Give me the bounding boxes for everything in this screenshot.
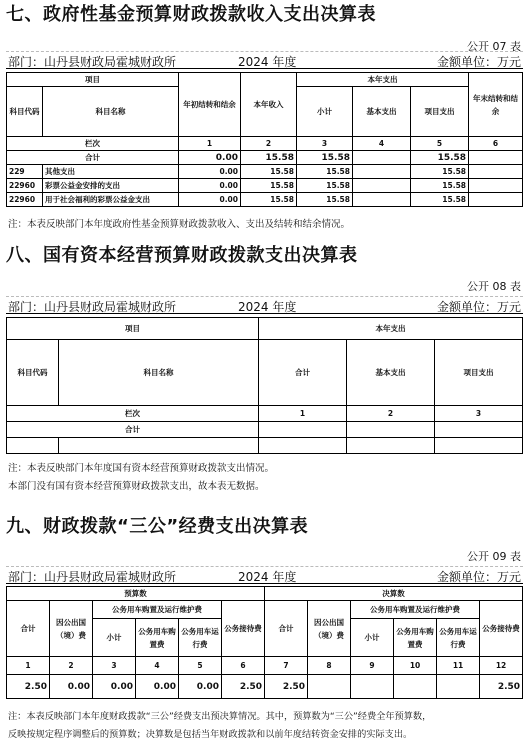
cell-basic (353, 193, 411, 207)
cell-value: 0.00 (50, 675, 93, 699)
cell-begin: 0.00 (179, 151, 241, 165)
column-index: 9 (351, 657, 394, 675)
state-capital-table (6, 317, 523, 454)
public-table-number: 公开 09 表 (467, 550, 521, 563)
fiscal-year: 2024 年度 (238, 55, 297, 69)
table-row (7, 179, 523, 193)
header-running: 公务用车运行费 (179, 619, 222, 657)
cell-value: 2.50 (480, 675, 523, 699)
header-budget: 预算数 (7, 587, 265, 601)
column-index: 8 (308, 657, 351, 675)
column-index: 6 (469, 137, 523, 151)
cell-total (259, 438, 347, 454)
header-basic: 基本支出 (347, 340, 435, 406)
total-row (7, 422, 523, 438)
column-index: 1 (259, 406, 347, 422)
total-row (7, 151, 523, 165)
header-reception: 公务接待费 (222, 601, 265, 657)
header-vehicle: 公务用车购置及运行维护费 (351, 601, 480, 619)
cell-income: 15.58 (241, 179, 297, 193)
cell-project (435, 422, 523, 438)
table-row (7, 438, 523, 454)
header-project: 项目支出 (435, 340, 523, 406)
cell-income: 15.58 (241, 193, 297, 207)
cell-value (394, 675, 437, 699)
cell-subtotal: 15.58 (297, 151, 353, 165)
cell-basic (347, 422, 435, 438)
header-abroad: 因公出国（境）费 (50, 601, 93, 657)
table-note: 注：本表反映部门本年度财政拨款“三公”经费支出预决算情况。其中，预算数为“三公”经费全年预算数， (8, 711, 432, 722)
gov-fund-table (6, 72, 523, 207)
fiscal-year: 2024 年度 (238, 570, 297, 584)
header-item: 项目 (7, 73, 179, 87)
header-running: 公务用车运行费 (437, 619, 480, 657)
cell-basic (353, 165, 411, 179)
cell-code (7, 438, 59, 454)
cell-name: 用于社会福利的彩票公益金支出 (43, 193, 179, 207)
header-vehicle: 公务用车购置及运行维护费 (93, 601, 222, 619)
column-index: 5 (411, 137, 469, 151)
header-basic: 基本支出 (353, 87, 411, 137)
section-title-09: 九、财政拨款“三公”经费支出决算表 (6, 516, 309, 537)
cell-total (259, 422, 347, 438)
section-title-08: 八、国有资本经营预算财政拨款支出决算表 (6, 245, 358, 266)
total-label: 合计 (7, 422, 259, 438)
column-index-label: 栏次 (7, 137, 179, 151)
column-index-label: 栏次 (7, 406, 259, 422)
header-project: 项目支出 (411, 87, 469, 137)
table-meta-row (6, 296, 523, 314)
cell-subtotal: 15.58 (297, 193, 353, 207)
header-purchase: 公务用车购置费 (136, 619, 179, 657)
table-row (7, 193, 523, 207)
department-label: 部门：山丹县财政局霍城财政所 (8, 300, 177, 314)
unit-label: 金额单位：万元 (436, 570, 521, 584)
cell-end (469, 179, 523, 193)
cell-begin: 0.00 (179, 179, 241, 193)
column-index: 2 (241, 137, 297, 151)
cell-value: 2.50 (7, 675, 50, 699)
table-note: 反映按规定程序调整后的预算数；决算数是包括当年财政拨款和以前年度结转资金安排的实际支出。 (8, 729, 413, 740)
cell-value (351, 675, 394, 699)
header-expense: 本年支出 (259, 318, 523, 340)
cell-income: 15.58 (241, 151, 297, 165)
header-name: 科目名称 (59, 340, 259, 406)
header-subtotal: 小计 (93, 619, 136, 657)
cell-basic (353, 179, 411, 193)
cell-end (469, 165, 523, 179)
table-meta-row (6, 51, 523, 69)
cell-subtotal: 15.58 (297, 179, 353, 193)
cell-begin: 0.00 (179, 193, 241, 207)
department-label: 部门：山丹县财政局霍城财政所 (8, 55, 177, 69)
public-table-number: 公开 08 表 (467, 280, 521, 293)
cell-project: 15.58 (411, 179, 469, 193)
unit-label: 金额单位：万元 (436, 300, 521, 314)
cell-name: 其他支出 (43, 165, 179, 179)
cell-name: 彩票公益金安排的支出 (43, 179, 179, 193)
column-index: 2 (347, 406, 435, 422)
cell-basic (347, 438, 435, 454)
cell-name (59, 438, 259, 454)
table-note: 注：本表反映部门本年度国有资本经营预算财政拨款支出情况。 (8, 463, 275, 474)
header-income: 本年收入 (241, 73, 297, 137)
department-label: 部门：山丹县财政局霍城财政所 (8, 570, 177, 584)
column-index: 1 (179, 137, 241, 151)
column-index: 2 (50, 657, 93, 675)
header-total: 合计 (7, 601, 50, 657)
table-row (7, 675, 523, 699)
column-index: 1 (7, 657, 50, 675)
cell-project (435, 438, 523, 454)
cell-basic (353, 151, 411, 165)
header-purchase: 公务用车购置费 (394, 619, 437, 657)
header-final: 决算数 (265, 587, 523, 601)
section-title-07: 七、政府性基金预算财政拨款收入支出决算表 (6, 4, 376, 25)
column-index: 6 (222, 657, 265, 675)
cell-project: 15.58 (411, 193, 469, 207)
cell-value (437, 675, 480, 699)
fiscal-year: 2024 年度 (238, 300, 297, 314)
unit-label: 金额单位：万元 (436, 55, 521, 69)
column-index: 10 (394, 657, 437, 675)
cell-value: 2.50 (265, 675, 308, 699)
public-table-number: 公开 07 表 (467, 40, 521, 53)
column-index: 3 (297, 137, 353, 151)
cell-end (469, 193, 523, 207)
cell-value (308, 675, 351, 699)
header-subtotal: 小计 (297, 87, 353, 137)
table-note: 注：本表反映部门本年度政府性基金预算财政拨款收入、支出及结转和结余情况。 (8, 219, 351, 230)
column-index: 5 (179, 657, 222, 675)
cell-code: 229 (7, 165, 43, 179)
column-index: 3 (93, 657, 136, 675)
table-note: 本部门没有国有资本经营预算财政拨款支出，故本表无数据。 (8, 481, 265, 492)
cell-project: 15.58 (411, 165, 469, 179)
cell-value: 0.00 (179, 675, 222, 699)
cell-income: 15.58 (241, 165, 297, 179)
header-item: 项目 (7, 318, 259, 340)
column-index: 12 (480, 657, 523, 675)
header-code: 科目代码 (7, 340, 59, 406)
header-code: 科目代码 (7, 87, 43, 137)
cell-value: 2.50 (222, 675, 265, 699)
cell-project: 15.58 (411, 151, 469, 165)
table-meta-row (6, 566, 523, 584)
column-index: 3 (435, 406, 523, 422)
header-total: 合计 (259, 340, 347, 406)
header-expense: 本年支出 (297, 73, 469, 87)
three-public-expenses-table (6, 586, 523, 699)
cell-begin: 0.00 (179, 165, 241, 179)
header-name: 科目名称 (43, 87, 179, 137)
cell-end (469, 151, 523, 165)
header-reception: 公务接待费 (480, 601, 523, 657)
header-begin-balance: 年初结转和结余 (179, 73, 241, 137)
column-index: 4 (353, 137, 411, 151)
header-subtotal: 小计 (351, 619, 394, 657)
header-total: 合计 (265, 601, 308, 657)
cell-code: 22960 (7, 193, 43, 207)
cell-code: 22960 (7, 179, 43, 193)
column-index: 11 (437, 657, 480, 675)
cell-subtotal: 15.58 (297, 165, 353, 179)
column-index: 7 (265, 657, 308, 675)
cell-value: 0.00 (136, 675, 179, 699)
column-index: 4 (136, 657, 179, 675)
header-abroad: 因公出国（境）费 (308, 601, 351, 657)
total-label: 合计 (7, 151, 179, 165)
header-end-balance: 年末结转和结余 (469, 73, 523, 137)
cell-value: 0.00 (93, 675, 136, 699)
table-row (7, 165, 523, 179)
